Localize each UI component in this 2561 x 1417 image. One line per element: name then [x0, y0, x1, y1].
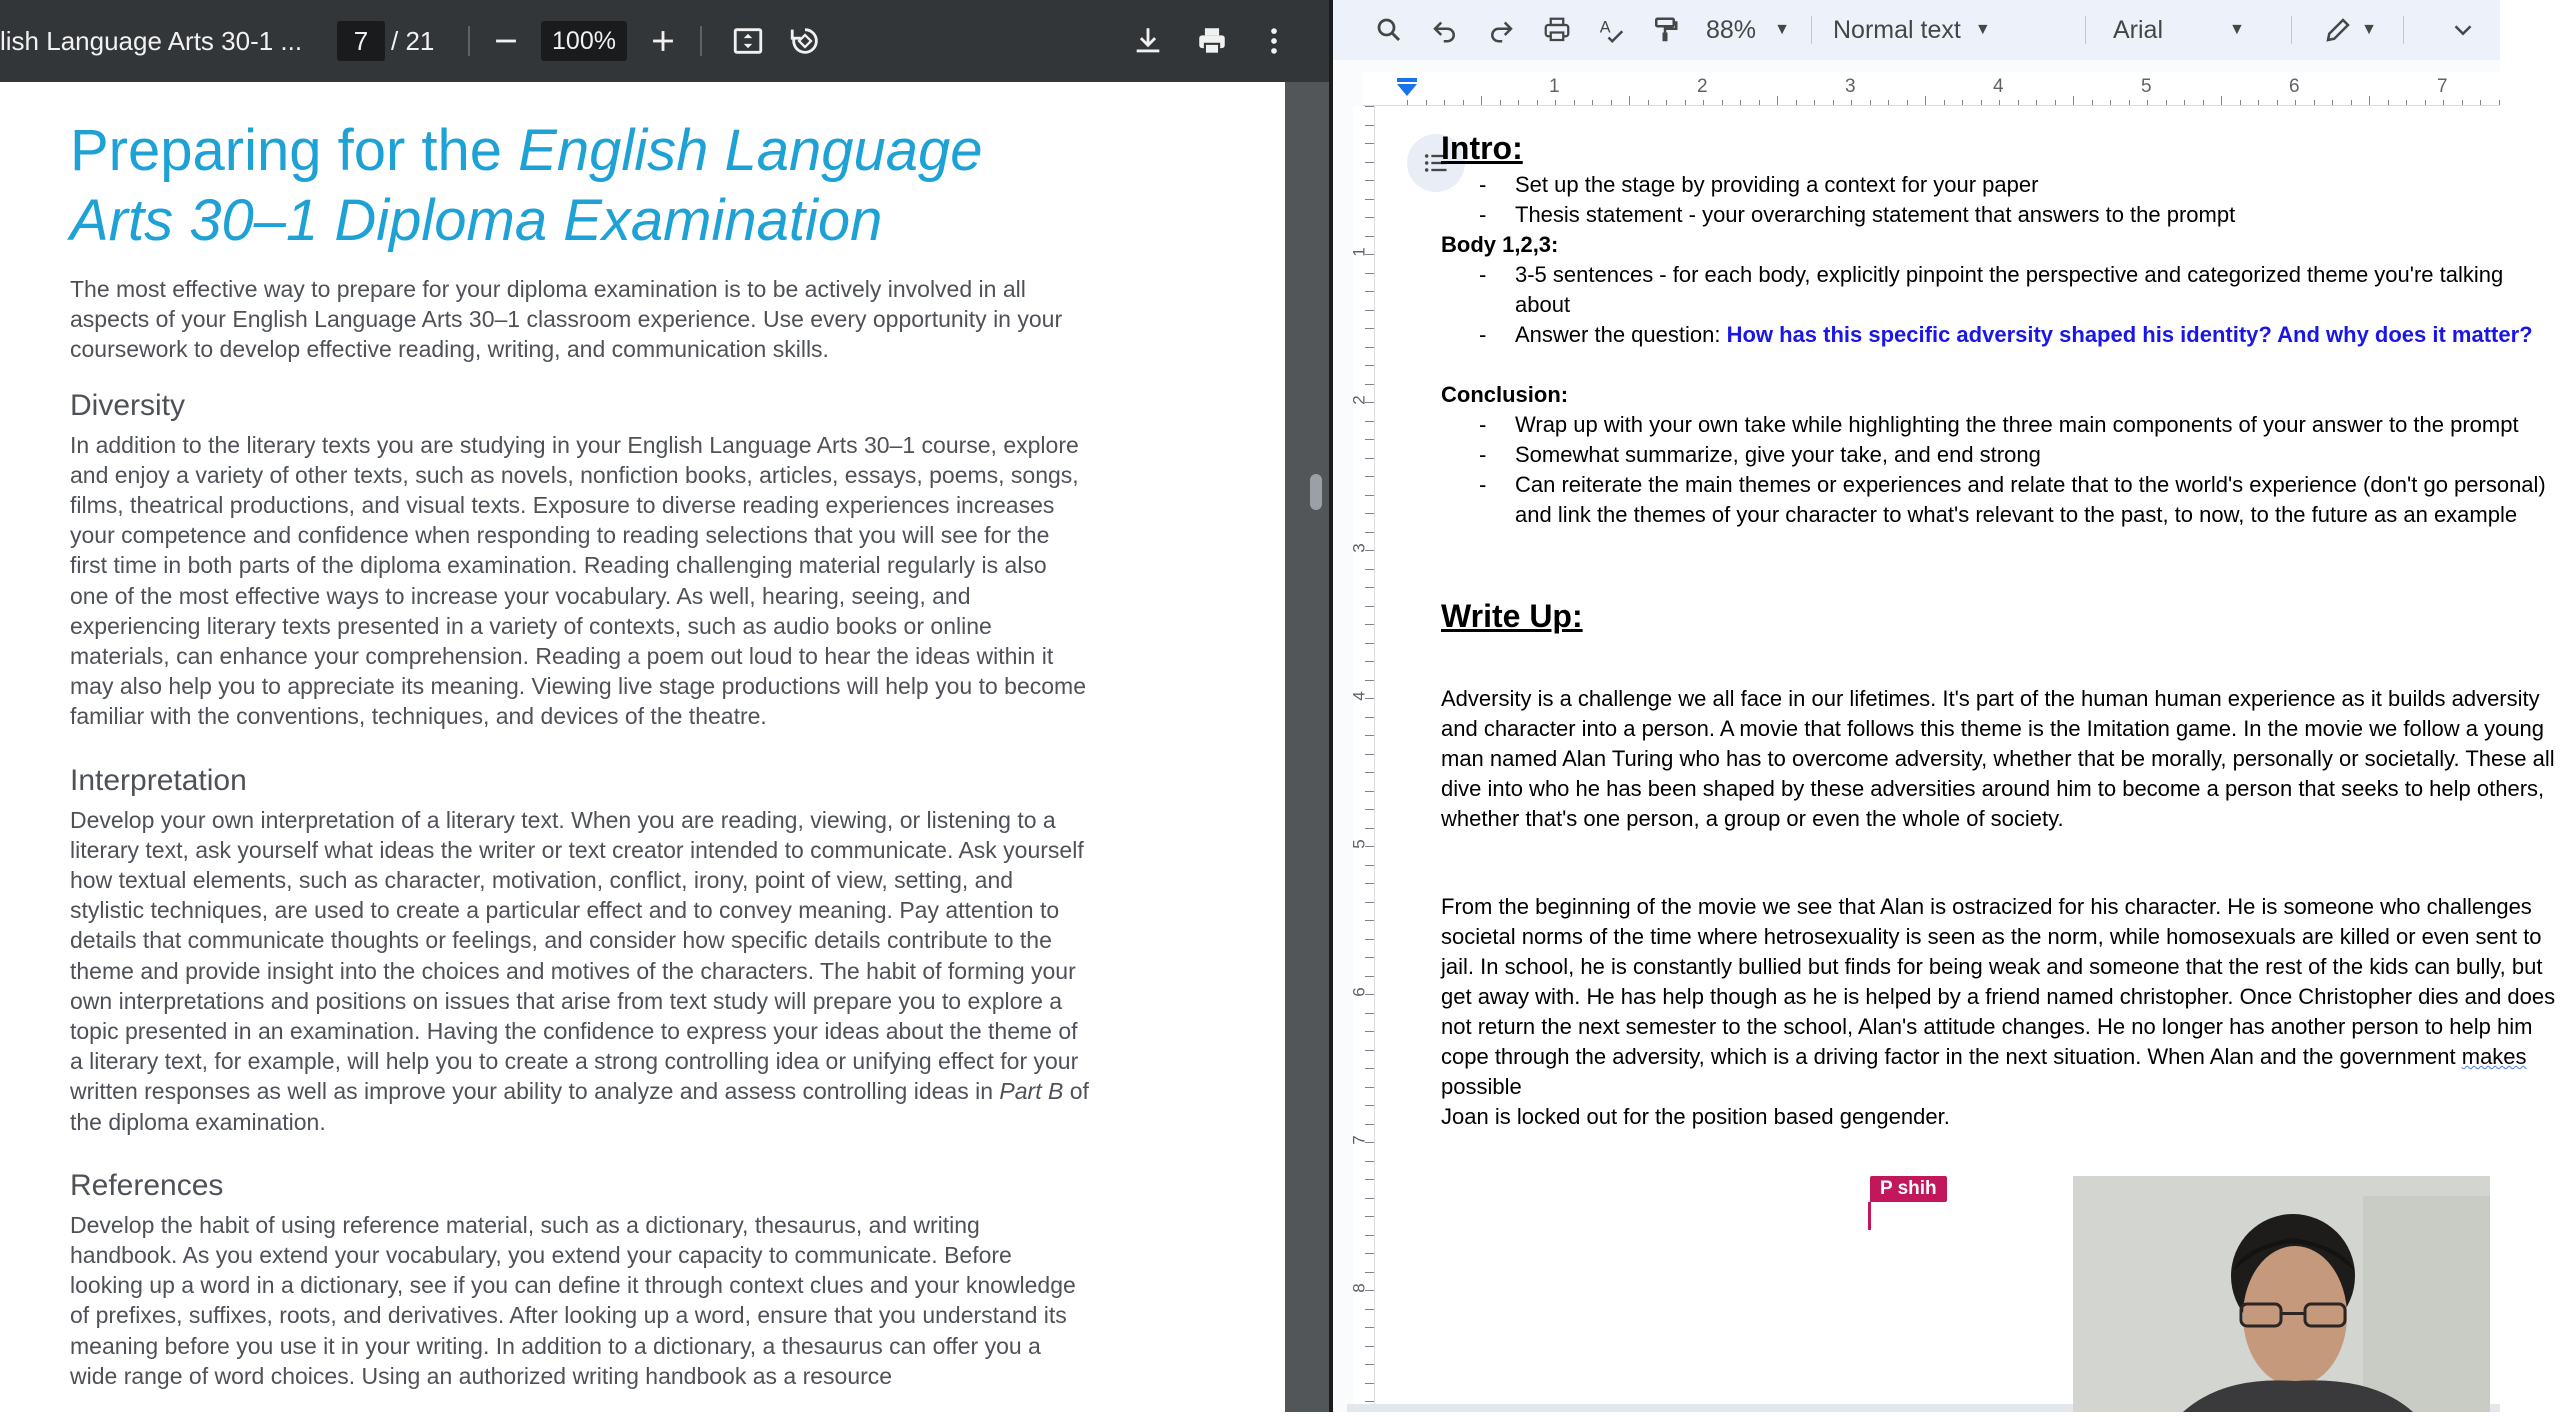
ruler-tick	[1365, 495, 1374, 496]
ruler-tick	[2018, 100, 2019, 105]
ruler-tick	[1365, 1253, 1374, 1254]
ruler-tick	[1851, 100, 1852, 105]
ruler-tick	[1365, 643, 1374, 644]
essay-paragraph-2: From the beginning of the movie we see that Alan is ostracized for his character. He is someone who challenges societal norms of the time where hetrosexuality is seen as the norm, while homosexuals are killed or even sent to jail. In school, he is constantly bullied but finds for being weak and someone that the rest of the kids can bully, but get away with. He has help though as he is helped by a friend named christopher. Once Christopher dies and does not return the next semester to the school, Alan's attitude changes. He no longer has another person to help him cope through the adversity, which is a driving factor in the next situation. When Alan and the government makes possible Joan is locked out for the position based gengender.	[1441, 894, 2556, 1129]
ruler-tick	[1365, 735, 1374, 736]
list-item: - Wrap up with your own take while highlighting the three main components of your answer to the prompt	[1441, 410, 2561, 440]
ruler-tick	[1365, 717, 1374, 718]
ruler-tick	[1944, 100, 1945, 105]
ruler-tick	[1444, 100, 1445, 105]
ruler-tick	[1365, 1031, 1374, 1032]
section-body-interpretation: Develop your own interpretation of a literary text. When you are reading, viewing, or listening to a literary text, ask yourself what ideas the writer or text creator intended to communicate. Ask yourself how textual elements, such as character, motivation, conflict, irony, point of view, setting, and stylistic techniques, are used to create a particular effect and to convey meaning. Pay attention to details that communicate thoughts or feelings, and consider how specific details contribute to the theme and provide insight into the choices and motives of the characters. The habit of forming your own interpretations and positions on issues that arise from text study will prepare you to explore a topic presented in an examination. Having the confidence to express your ideas about the theme of a literary text, for example, will help you to create a strong controlling idea or unifying effect for your written responses as well as improve your ability to analyze and assess controlling ideas in Part B of the diploma examination.	[70, 806, 1089, 1135]
ruler-tick	[1365, 976, 1374, 977]
heading-intro: Intro:	[1441, 130, 1523, 166]
ruler-tick	[1629, 96, 1630, 105]
ruler-tick	[1365, 772, 1374, 773]
ruler-tick	[1981, 100, 1982, 105]
ruler-tick	[1611, 100, 1612, 105]
docs-toolbar	[1333, 0, 2500, 60]
ruler-tick	[1365, 1124, 1374, 1125]
ruler-tick	[1365, 1068, 1374, 1069]
collaborator-cursor-label: P shih	[1870, 1176, 1947, 1202]
list-item-question: - Answer the question: How has this specific adversity shaped his identity? And why does it matter?	[1441, 320, 2561, 350]
style-chevron-down-icon: ▼	[1974, 21, 1991, 38]
ruler-tick	[2332, 100, 2333, 105]
ruler-tick	[1365, 384, 1374, 385]
pdf-scrollbar-track[interactable]	[1285, 82, 1315, 1412]
ruler-tick	[1365, 606, 1374, 607]
pdf-page	[0, 82, 1285, 1412]
ruler-tick	[1574, 100, 1575, 105]
paragraph-style-value: Normal text	[1833, 15, 1961, 44]
ruler-tick	[1365, 754, 1374, 755]
ruler-number: 1	[1549, 76, 1560, 97]
ruler-tick	[1365, 106, 1374, 107]
ruler-tick	[1925, 96, 1926, 105]
essay-paragraph-1: Adversity is a challenge we all face in our lifetimes. It's part of the human human experience as it builds adversity and character into a person. A movie that follows this theme is the Imitation game. In the movie we follow a young man named Alan Turing who has to overcome adversity, whether that be morally, personally or societally. These all dive into who he has been shaped by these adversities around him to become a person that seeks to help others, whether that's one person, a group or even the whole of society.	[1441, 686, 2555, 831]
ruler-tick	[1463, 100, 1464, 105]
vertical-ruler[interactable]	[1349, 106, 1375, 1412]
ruler-tick	[1365, 162, 1374, 163]
ruler-tick	[1833, 100, 1834, 105]
list-item: - 3-5 sentences - for each body, explicitly pinpoint the perspective and categorized theme you're talking about	[1441, 260, 2561, 320]
ruler-tick	[2258, 100, 2259, 105]
ruler-number: 5	[1349, 839, 1369, 849]
ruler-number: 7	[1349, 1135, 1369, 1145]
ruler-tick	[2388, 100, 2389, 105]
ruler-tick	[2166, 100, 2167, 105]
ruler-tick	[1685, 100, 1686, 105]
list-item: - Set up the stage by providing a context for your paper	[1441, 170, 2561, 200]
ruler-number: 8	[1349, 1283, 1369, 1293]
ruler-tick	[2314, 100, 2315, 105]
editing-mode-button[interactable]: ▼	[2315, 10, 2385, 50]
heading-write-up: Write Up:	[1441, 598, 1583, 634]
ruler-tick	[1365, 1161, 1374, 1162]
ruler-tick	[1365, 1198, 1374, 1199]
paint-format-icon[interactable]	[1645, 10, 1685, 50]
ruler-tick	[1365, 865, 1374, 866]
ruler-tick	[1500, 100, 1501, 105]
ruler-tick	[2369, 96, 2370, 105]
search-menus-icon[interactable]	[1369, 10, 1409, 50]
intro-list	[1441, 170, 2561, 230]
page-total: / 21	[391, 25, 435, 56]
ruler-tick	[1365, 310, 1374, 311]
ruler-tick	[1365, 199, 1374, 200]
first-line-indent-marker-icon[interactable]	[1397, 78, 1417, 82]
ruler-tick	[1592, 100, 1593, 105]
ruler-tick	[1365, 791, 1374, 792]
font-chevron-down-icon: ▼	[2229, 21, 2245, 38]
ruler-tick	[1365, 365, 1374, 366]
ruler-tick	[1365, 1013, 1374, 1014]
ruler-tick	[1365, 624, 1374, 625]
ruler-tick	[1365, 1401, 1374, 1402]
ruler-tick	[1907, 100, 1908, 105]
ruler-tick	[1365, 532, 1374, 533]
ruler-tick	[1962, 100, 1963, 105]
ruler-tick	[1365, 347, 1374, 348]
ruler-tick	[1365, 569, 1374, 570]
ruler-tick	[1365, 1309, 1374, 1310]
section-body-references: Develop the habit of using reference material, such as a dictionary, thesaurus, and writing handbook. As you extend your vocabulary, you extend your capacity to communicate. Before looking up a word in a dictionary, see if you can define it through context clues and your knowledge of prefixes, suffixes, roots, and derivatives. After looking up a word, ensure that you understand its meaning before you use it in your writing. In addition to a dictionary, a thesaurus can offer you a wide range of word choices. Using an authorized writing handbook as a resource	[70, 1211, 1076, 1389]
ruler-tick	[1814, 100, 1815, 105]
ruler-tick	[1481, 96, 1482, 105]
ruler-tick	[1365, 273, 1374, 274]
ruler-tick	[2129, 100, 2130, 105]
pdf-scrollbar-thumb[interactable]	[1310, 474, 1322, 510]
ruler-number: 5	[2141, 76, 2152, 97]
ruler-tick	[2406, 100, 2407, 105]
ruler-tick	[1648, 100, 1649, 105]
ruler-tick	[2073, 96, 2074, 105]
ruler-tick	[1365, 236, 1374, 237]
pdf-document-title: lish Language Arts 30-1 ...	[0, 25, 303, 56]
ruler-tick	[1365, 587, 1374, 588]
zoom-in-icon[interactable]	[643, 0, 683, 82]
ruler-tick	[1365, 476, 1374, 477]
ruler-tick	[2425, 100, 2426, 105]
ruler-tick	[1365, 513, 1374, 514]
ruler-tick	[1365, 661, 1374, 662]
ruler-tick	[2443, 100, 2444, 105]
pencil-icon	[2323, 15, 2353, 45]
section-heading-diversity: Diversity	[70, 388, 186, 422]
ruler-tick	[1365, 939, 1374, 940]
page-number-input[interactable]: 7	[337, 21, 385, 61]
ruler-tick	[1365, 180, 1374, 181]
ruler-tick	[1365, 828, 1374, 829]
horizontal-ruler[interactable]	[1363, 72, 2500, 106]
ruler-tick	[2184, 100, 2185, 105]
ruler-tick	[2295, 100, 2296, 105]
ruler-tick	[1365, 1364, 1374, 1365]
ruler-tick	[2240, 100, 2241, 105]
list-item: - Can reiterate the main themes or experiences and relate that to the world's experience (don't go personal) and link the themes of your character to what's relevant to the past, to now, to the future as an example	[1441, 470, 2561, 530]
ruler-tick	[1870, 100, 1871, 105]
ruler-tick	[1365, 1346, 1374, 1347]
ruler-tick	[1759, 100, 1760, 105]
ruler-number: 3	[1349, 543, 1369, 553]
zoom-value: 88%	[1705, 15, 1757, 44]
indent-marker-icon[interactable]	[1397, 84, 1417, 96]
font-family-dropdown[interactable]	[2113, 10, 2263, 50]
ruler-tick	[1796, 100, 1797, 105]
ruler-tick	[1365, 125, 1374, 126]
section-heading-interpretation: Interpretation	[70, 763, 247, 797]
pdf-toolbar	[0, 0, 1333, 82]
ruler-tick	[1365, 1383, 1374, 1384]
ruler-tick	[1365, 1050, 1374, 1051]
print-icon[interactable]	[1537, 10, 1577, 50]
fit-to-page-icon[interactable]	[728, 0, 768, 82]
ruler-tick	[2499, 100, 2500, 105]
ruler-tick	[1365, 1272, 1374, 1273]
ruler-tick	[1365, 143, 1374, 144]
document-body[interactable]	[1441, 126, 2561, 1132]
body-list	[1441, 260, 2561, 350]
redo-icon[interactable]	[1481, 10, 1521, 50]
ruler-tick	[1888, 100, 1889, 105]
ruler-tick	[2092, 100, 2093, 105]
download-icon[interactable]	[1128, 0, 1168, 82]
print-icon[interactable]	[1192, 0, 1232, 82]
ruler-tick	[1722, 100, 1723, 105]
ruler-tick	[1365, 439, 1374, 440]
ruler-tick	[1518, 100, 1519, 105]
ruler-tick	[1365, 680, 1374, 681]
paragraph-style-dropdown[interactable]	[1833, 10, 2013, 50]
ruler-tick	[2277, 100, 2278, 105]
rotate-icon[interactable]	[785, 0, 825, 82]
ruler-tick	[1365, 1327, 1374, 1328]
ruler-tick	[2221, 96, 2222, 105]
ruler-number: 2	[1697, 76, 1708, 97]
ruler-tick	[2055, 100, 2056, 105]
ruler-number: 3	[1845, 76, 1856, 97]
conclusion-list	[1441, 410, 2561, 530]
section-body-diversity: In addition to the literary texts you are studying in your English Language Arts 30–1 course, explore and enjoy a variety of other texts, such as novels, nonfiction books, articles, essays, poems, songs, films, theatrical productions, and visual texts. Exposure to diverse reading experiences increases your competence and confidence when responding to reading selections that you will see for the first time in both parts of the diploma examination. Reading challenging material regularly is also one of the most effective ways to increase your vocabulary. As well, hearing, seeing, and experiencing literary texts presented in a variety of contexts, such as audio books or online materials, can enhance your comprehension. Reading a poem out loud to hear the ideas within it may also help you to appreciate its meaning. Viewing live stage productions will help you to become familiar with the conventions, techniques, and devices of the theatre.	[70, 431, 1086, 730]
ruler-tick	[1365, 902, 1374, 903]
ruler-tick	[1365, 883, 1374, 884]
list-item: - Somewhat summarize, give your take, and end strong	[1441, 440, 2561, 470]
person-video-feed	[2073, 1176, 2490, 1412]
undo-icon[interactable]	[1425, 10, 1465, 50]
ruler-tick	[1365, 809, 1374, 810]
ruler-tick	[1537, 100, 1538, 105]
ruler-tick	[1365, 1105, 1374, 1106]
ruler-tick	[1365, 328, 1374, 329]
ruler-tick	[2351, 100, 2352, 105]
zoom-dropdown[interactable]	[1701, 10, 1761, 50]
ruler-number: 7	[2437, 76, 2448, 97]
ruler-tick	[1666, 100, 1667, 105]
ruler-tick	[1365, 291, 1374, 292]
webcam-video-overlay[interactable]	[2073, 1176, 2490, 1412]
zoom-chevron-down-icon[interactable]: ▼	[1774, 21, 1790, 38]
ruler-tick	[1365, 421, 1374, 422]
ruler-tick	[1365, 1087, 1374, 1088]
ruler-tick	[1777, 96, 1778, 105]
ruler-tick	[1703, 100, 1704, 105]
ruler-tick	[2147, 100, 2148, 105]
ruler-number: 1	[1349, 247, 1369, 257]
zoom-level-input[interactable]: 100%	[541, 21, 627, 61]
ruler-tick	[1555, 100, 1556, 105]
ruler-tick	[1365, 458, 1374, 459]
section-heading-references: References	[70, 1168, 224, 1202]
ruler-tick	[1999, 100, 2000, 105]
collaborator-cursor	[1868, 1202, 1871, 1230]
more-options-icon[interactable]	[1254, 0, 1294, 82]
ruler-tick	[1365, 1216, 1374, 1217]
ruler-tick	[1365, 1235, 1374, 1236]
ruler-tick	[1407, 100, 1408, 105]
spellcheck-icon[interactable]	[1591, 10, 1631, 50]
ruler-tick	[2203, 100, 2204, 105]
ruler-tick	[1365, 217, 1374, 218]
ruler-tick	[1365, 957, 1374, 958]
ruler-tick	[1740, 100, 1741, 105]
ruler-tick	[2480, 100, 2481, 105]
svg-text:A: A	[1599, 18, 1611, 37]
ruler-number: 6	[1349, 987, 1369, 997]
ruler-tick	[2462, 100, 2463, 105]
ruler-number: 4	[1993, 76, 2004, 97]
ruler-number: 4	[1349, 691, 1369, 701]
list-item: - Thesis statement - your overarching statement that answers to the prompt	[1441, 200, 2561, 230]
pdf-intro-paragraph: The most effective way to prepare for your diploma examination is to be actively involved in all aspects of your English Language Arts 30–1 classroom experience. Use every opportunity in your coursework to develop effective reading, writing, and communication skills.	[70, 276, 1063, 363]
ruler-tick	[1365, 1179, 1374, 1180]
ruler-tick	[2036, 100, 2037, 105]
guiding-question: How has this specific adversity shaped his identity? And why does it matter?	[1726, 322, 2533, 347]
heading-conclusion: Conclusion:	[1441, 382, 1569, 407]
ruler-tick	[1426, 100, 1427, 105]
font-family-value: Arial	[2113, 15, 2164, 44]
ruler-tick	[1365, 920, 1374, 921]
ruler-number: 2	[1349, 395, 1369, 405]
ruler-number: 6	[2289, 76, 2300, 97]
collapse-menus-chevron-icon[interactable]	[2443, 10, 2483, 50]
zoom-out-icon[interactable]	[486, 0, 526, 82]
ruler-tick	[2110, 100, 2111, 105]
heading-body: Body 1,2,3:	[1441, 232, 1559, 257]
pdf-page-heading: Preparing for the English Language Arts 30–1 Diploma Examination	[70, 118, 983, 253]
